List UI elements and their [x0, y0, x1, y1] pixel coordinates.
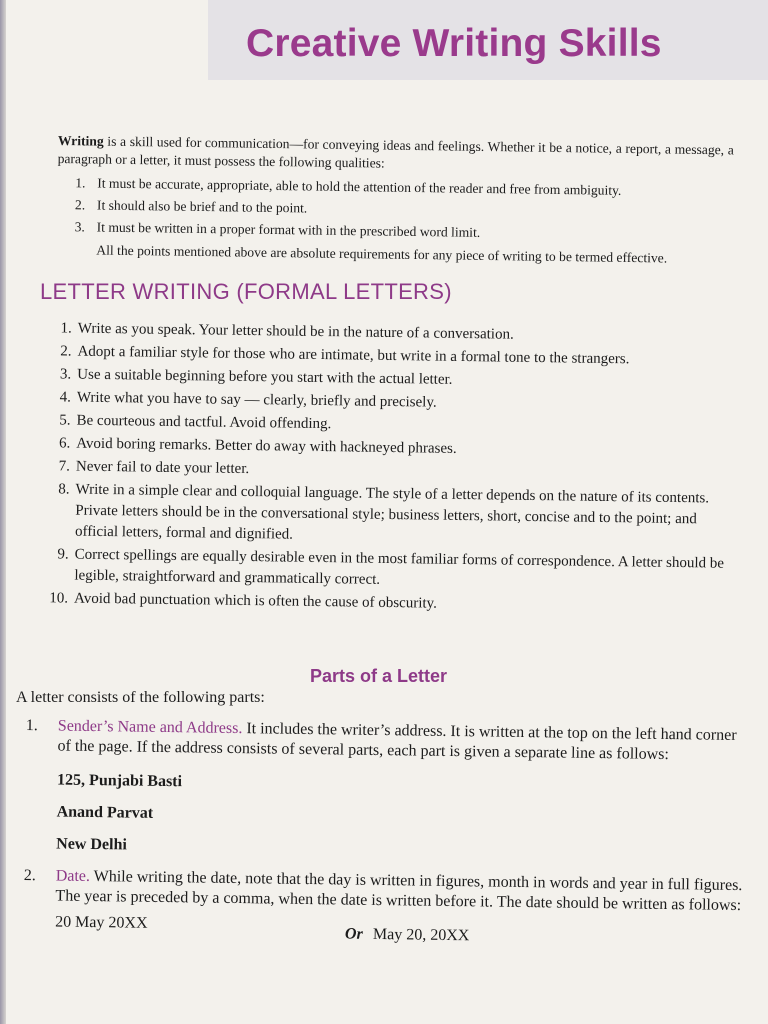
page-edge — [0, 0, 6, 1024]
sample-address — [56, 770, 749, 864]
part-text: While writing the date, note that the day is written in figures, month in words and year in full figures. The year is preceded by a comma, when the date is written before it. The date should be written as follows: — [55, 867, 743, 915]
item-text: Write what you have to say — clearly, briefly and precisely. — [76, 389, 437, 411]
rules-section — [30, 318, 740, 621]
item-text: Adopt a familiar style for those who are intimate, but write in a formal tone to the strangers. — [77, 343, 630, 368]
intro-closing: All the points mentioned above are absolute requirements for any piece of writing to be termed effective. — [96, 242, 668, 266]
rules-list — [30, 318, 740, 619]
address-line: New Delhi — [56, 835, 127, 854]
list-item — [30, 544, 737, 596]
item-number: 8. — [58, 481, 70, 498]
item-number: 9. — [57, 546, 69, 563]
list-item — [31, 479, 738, 552]
item-text: It should also be brief and to the point. — [96, 197, 308, 216]
item-number: 1. — [60, 320, 72, 337]
item-text: It must be written in a proper format with in the prescribed word limit. — [96, 219, 481, 240]
date-example: 20 May 20XX — [55, 913, 148, 932]
part-text: It includes the writer’s address. It is written at the top on the left hand corner of the page. If the address consists of several parts, each part is given a separate line as follows: — [57, 720, 737, 764]
item-text: Correct spellings are equally desirable even in the most familiar forms of correspondence. A letter should be legible, straightforward and grammatically correct. — [74, 546, 725, 588]
item-text: Avoid bad punctuation which is often the cause of obscurity. — [73, 590, 437, 612]
item-number: 1. — [25, 717, 38, 735]
item-number: 5. — [59, 412, 71, 429]
intro-section — [56, 132, 734, 270]
item-number: 2. — [60, 343, 72, 360]
intro-lead-word: Writing — [57, 132, 104, 149]
address-line: 125, Punjabi Basti — [56, 771, 183, 791]
item-text: Write as you speak. Your letter should be in the nature of a conversation. — [77, 320, 514, 343]
item-text: Never fail to date your letter. — [75, 458, 250, 478]
item-number: 6. — [58, 435, 71, 452]
item-text: Write in a simple clear and colloquial language. The style of a letter depends on the nature of its contents. Private letters should be in the conversational style; business letters, short, concise and to the point; and official letters, formal and dignified. — [74, 481, 710, 543]
item-number: 7. — [58, 458, 71, 475]
item-number: 2. — [74, 197, 86, 213]
item-text: Be courteous and tactful. Avoid offending. — [76, 412, 332, 433]
part-date — [19, 866, 748, 946]
intro-text: is a skill used for communication—for conveying ideas and feelings. Whether it be a notice, a report, a message, a paragraph or a letter, it must possess the following qualities: — [57, 133, 734, 171]
address-line: Anand Parvat — [56, 803, 154, 822]
page-title: Creative Writing Skills — [246, 22, 662, 65]
date-example: May 20, 20XX — [372, 925, 470, 945]
item-number: 3. — [59, 366, 72, 383]
item-number: 3. — [74, 219, 85, 235]
item-number: 2. — [23, 867, 36, 885]
qualities-list — [57, 172, 734, 247]
date-examples — [55, 912, 747, 946]
date-or-label: Or — [344, 925, 363, 943]
item-text: It must be accurate, appropriate, able to hold the attention of the reader and free from ambiguity. — [97, 175, 622, 198]
part-term: Date. — [55, 867, 91, 885]
item-text: Avoid boring remarks. Better do away with hackneyed phrases. — [76, 435, 457, 457]
intro-paragraph — [57, 132, 733, 177]
part-sender — [20, 716, 750, 864]
item-number: 1. — [75, 175, 86, 191]
part-term: Sender’s Name and Address. — [57, 717, 243, 738]
parts-heading: Parts of a Letter — [310, 666, 448, 686]
item-number: 4. — [59, 389, 72, 406]
item-number: 10. — [49, 590, 69, 607]
item-text: Use a suitable beginning before you start with the actual letter. — [77, 366, 453, 388]
parts-section — [19, 716, 750, 946]
parts-intro: A letter consists of the following parts: — [16, 689, 265, 706]
section-heading: LETTER WRITING (FORMAL LETTERS) — [40, 279, 452, 304]
